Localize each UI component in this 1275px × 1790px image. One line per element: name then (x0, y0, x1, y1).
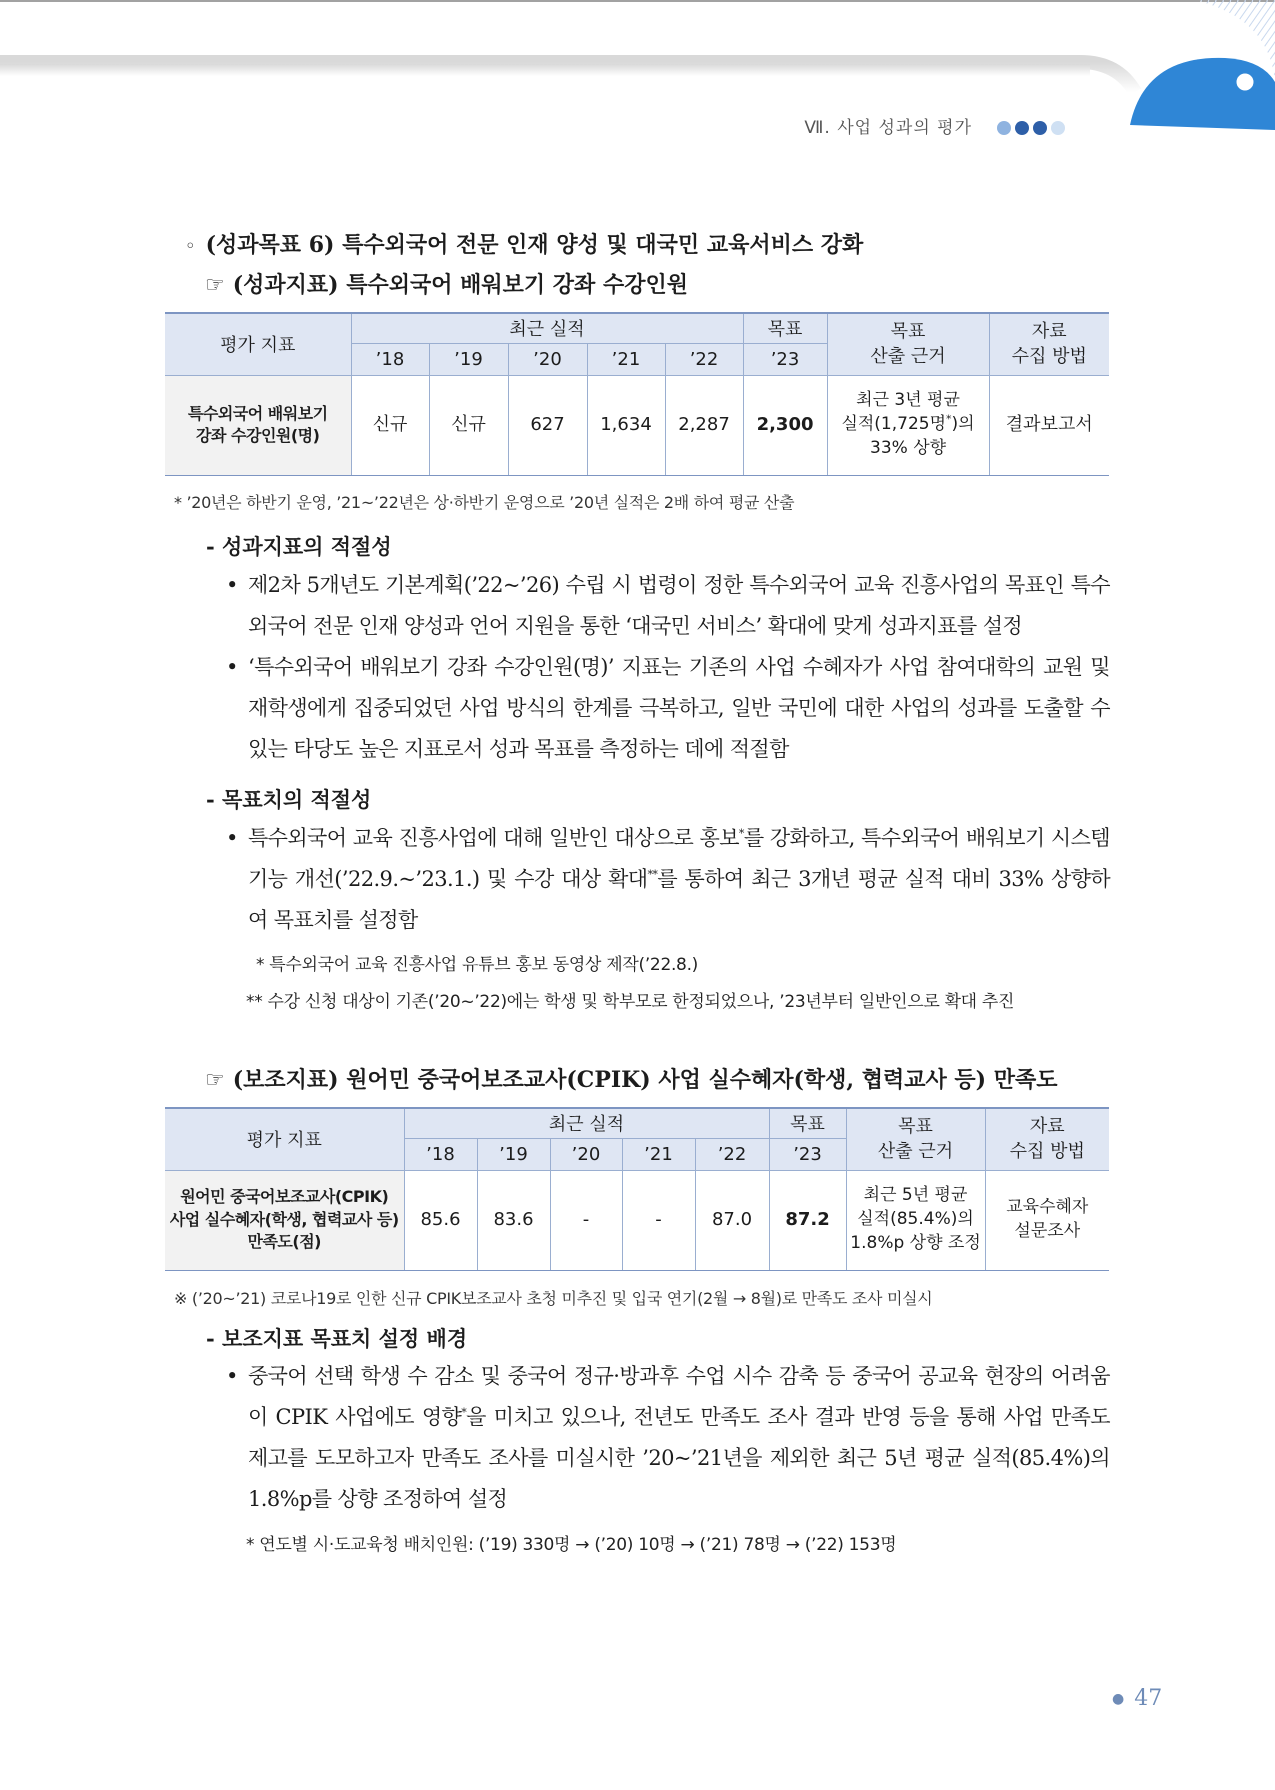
table-cell: 1,634 (587, 375, 665, 475)
table-year: ’22 (665, 343, 743, 375)
pointing-hand-icon: ☞ (205, 273, 225, 298)
table-target-value: 87.2 (769, 1170, 846, 1270)
table-header-method: 자료 수집 방법 (989, 313, 1109, 375)
goal-text: (성과목표 6) 특수외국어 전문 인재 양성 및 대국민 교육서비스 강화 (205, 232, 864, 258)
table-target-value: 2,300 (743, 375, 827, 475)
target-appropriateness-bullet: • 특수외국어 교육 진흥사업에 대해 일반인 대상으로 홍보*를 강화하고, 특수외국어 배워보기 시스템 기능 개선(’22.9.~’23.1.) 및 수강 대상 확대**를 통하여 최근 3개년 평균 실적 대비 33% 상향하여 목표치를 설정함 (248, 818, 1110, 941)
table-year: ’18 (351, 343, 429, 375)
bullet-dot: • (226, 655, 238, 679)
table-header-recent: 최근 실적 (404, 1108, 769, 1138)
table-year: ’20 (508, 343, 587, 375)
table-method: 결과보고서 (989, 375, 1109, 475)
table-header-target: 목표 (743, 313, 827, 343)
bullet-dot: • (226, 1364, 238, 1388)
goal-bullet: ◦ (185, 236, 196, 257)
table-year: ’20 (550, 1138, 622, 1170)
table-year: ’19 (477, 1138, 550, 1170)
table-row-label: 특수외국어 배워보기 강좌 수강인원(명) (165, 375, 351, 475)
appropriateness-bullet: • ‘특수외국어 배워보기 강좌 수강인원(명)’ 지표는 기존의 사업 수혜자가 사업 참여대학의 교원 및 재학생에게 집중되었던 사업 방식의 한계를 극복하고, 일반 국민에 대한 사업의 성과를 도출할 수 있는 타당도 높은 지표로서 성과 목표를 측정하는 데에 적절함 (248, 647, 1110, 770)
table-header-basis: 목표 산출 근거 (827, 313, 989, 375)
indicator2-note: ※ (’20~’21) 코로나19로 인한 신규 CPIK보조교사 초청 미추진 및 입국 연기(2월 → 8월)로 만족도 조사 미실시 (174, 1289, 933, 1308)
table-cell: 2,287 (665, 375, 743, 475)
table-method: 교육수혜자 설문조사 (985, 1170, 1109, 1270)
page-dot: ● (1112, 1691, 1125, 1707)
table-year: ’22 (695, 1138, 769, 1170)
indicator1-table (165, 312, 1109, 476)
table-year: ’21 (622, 1138, 695, 1170)
table-header-basis: 목표 산출 근거 (846, 1108, 985, 1170)
background-heading: - 보조지표 목표치 설정 배경 (206, 1326, 468, 1351)
page-number: ● 47 (1112, 1686, 1163, 1711)
table-cell: 87.0 (695, 1170, 769, 1270)
appropriateness-bullet: • 제2차 5개년도 기본계획(’22~’26) 수립 시 법령이 정한 특수외국어 교육 진흥사업의 목표인 특수외국어 전문 인재 양성과 언어 지원을 통한 ‘대국민 서비스’ 확대에 맞게 성과지표를 설정 (248, 565, 1110, 647)
section-indicator-dots (994, 118, 1070, 138)
table-cell: 85.6 (404, 1170, 477, 1270)
table-basis: 최근 5년 평균 실적(85.4%)의 1.8%p 상향 조정 (846, 1170, 985, 1270)
table-header-recent: 최근 실적 (351, 313, 743, 343)
basis-line: 최근 3년 평균 (856, 390, 960, 411)
table-target-year: ’23 (769, 1138, 846, 1170)
table-year: ’18 (404, 1138, 477, 1170)
performance-goal (185, 228, 863, 259)
table-cell: 신규 (429, 375, 508, 475)
indicator1-title-text: (성과지표) 특수외국어 배워보기 강좌 수강인원 (232, 272, 688, 298)
target-appropriateness-heading: - 목표치의 적절성 (206, 787, 372, 812)
appropriateness-heading: - 성과지표의 적절성 (206, 534, 392, 559)
table-row-label: 원어민 중국어보조교사(CPIK) 사업 실수혜자(학생, 협력교사 등) 만족도(점) (165, 1170, 404, 1270)
footnote: ** 수강 신청 대상이 기존(’20~’22)에는 학생 및 학부모로 한정되었으나, ’23년부터 일반인으로 확대 추진 (246, 992, 1015, 1012)
table-cell: - (550, 1170, 622, 1270)
footnote: * 연도별 시·도교육청 배치인원: (’19) 330명 → (’20) 10명 → (’21) 78명 → (’22) 153명 (246, 1535, 897, 1555)
indicator2-table (165, 1107, 1109, 1271)
table-header-method: 자료 수집 방법 (985, 1108, 1109, 1170)
table-cell: 627 (508, 375, 587, 475)
table-cell: - (622, 1170, 695, 1270)
background-bullet: • 중국어 선택 학생 수 감소 및 중국어 정규·방과후 수업 시수 감축 등 중국어 공교육 현장의 어려움이 CPIK 사업에도 영향*을 미치고 있으나, 전년도 만족도 조사 결과 반영 등을 통해 사업 만족도 제고를 도모하고자 만족도 조사를 미실시한 ’20~’21년을 제외한 최근 5년 평균 실적(85.4%)의 1.8%p를 상향 조정하여 설정 (248, 1356, 1110, 1520)
pointing-hand-icon: ☞ (205, 1068, 225, 1093)
indicator1-title (205, 268, 688, 299)
table-header-target: 목표 (769, 1108, 846, 1138)
indicator2-title-text: (보조지표) 원어민 중국어보조교사(CPIK) 사업 실수혜자(학생, 협력교사 등) 만족도 (232, 1067, 1058, 1093)
bullet-dot: • (226, 826, 238, 850)
footnote: * 특수외국어 교육 진흥사업 유튜브 홍보 동영상 제작(’22.8.) (256, 955, 699, 975)
table-cell: 신규 (351, 375, 429, 475)
bullet-dot: • (226, 573, 238, 597)
table-header-eval: 평가 지표 (165, 1108, 404, 1170)
table-year: ’19 (429, 343, 508, 375)
indicator2-title (205, 1063, 1058, 1094)
table-year: ’21 (587, 343, 665, 375)
table-target-year: ’23 (743, 343, 827, 375)
basis-line: 실적(1,725명*)의 (841, 412, 975, 435)
indicator1-note: * ’20년은 하반기 운영, ’21~’22년은 상·하반기 운영으로 ’20년 실적은 2배 하여 평균 산출 (174, 493, 795, 512)
page-header-band (0, 0, 1275, 150)
basis-line: 33% 상향 (870, 437, 947, 458)
table-header-eval: 평가 지표 (165, 313, 351, 375)
table-cell: 83.6 (477, 1170, 550, 1270)
table-basis (827, 375, 989, 475)
section-title: Ⅶ. 사업 성과의 평가 (804, 118, 972, 138)
